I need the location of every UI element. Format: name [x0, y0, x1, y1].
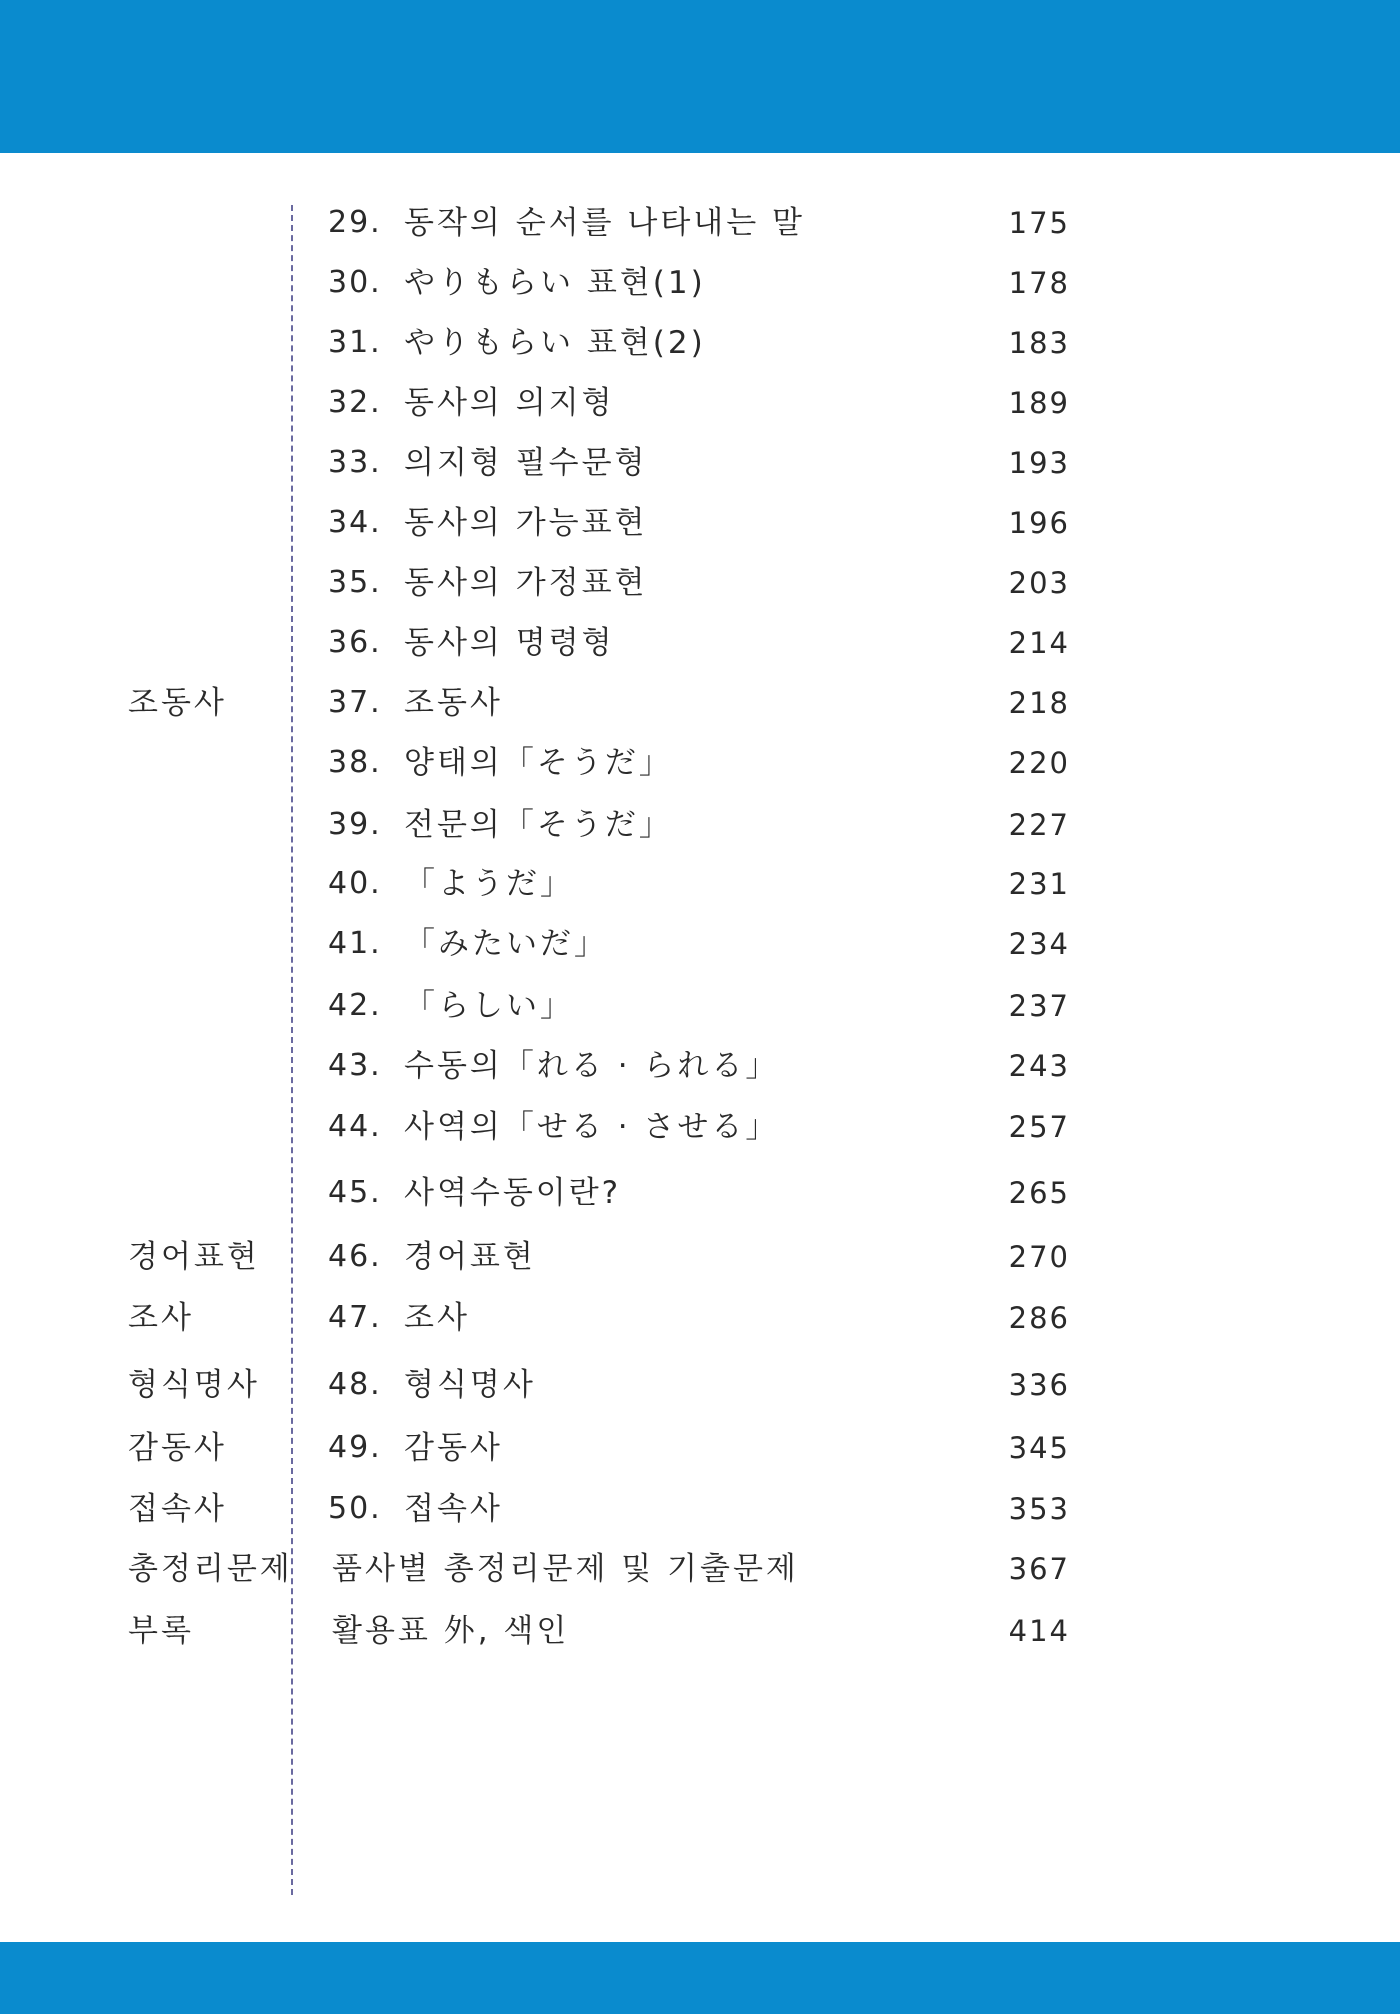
toc-row	[0, 914, 1400, 974]
toc-number: 41.	[328, 926, 382, 961]
toc-page: 345	[1008, 1431, 1070, 1465]
toc-page: 214	[1008, 626, 1070, 660]
toc-row	[0, 193, 1400, 253]
toc-number: 49.	[328, 1430, 382, 1465]
toc-page: 237	[1008, 989, 1070, 1023]
toc-row	[0, 313, 1400, 373]
toc-number: 47.	[328, 1300, 382, 1335]
toc-row	[0, 1418, 1400, 1478]
toc-page: 178	[1008, 266, 1070, 300]
toc-title: 「みたいだ」	[404, 926, 608, 962]
toc-number: 38.	[328, 745, 382, 780]
toc-category: 조동사	[128, 685, 227, 721]
toc-page: 286	[1008, 1301, 1070, 1335]
toc-title: 동사의 가능표현	[404, 505, 648, 541]
toc-number: 50.	[328, 1491, 382, 1526]
toc-title: 사역수동이란?	[404, 1175, 622, 1211]
toc-page: 265	[1008, 1176, 1070, 1210]
toc-title: 동사의 명령형	[404, 625, 615, 661]
toc-number: 30.	[328, 265, 382, 300]
toc-page: 353	[1008, 1492, 1070, 1526]
toc-number: 43.	[328, 1048, 382, 1083]
toc-number: 29.	[328, 205, 382, 240]
toc-page: 175	[1008, 206, 1070, 240]
toc-row	[0, 253, 1400, 313]
toc-page: 231	[1008, 867, 1070, 901]
toc-page: 336	[1008, 1368, 1070, 1402]
toc-title: 전문의「そうだ」	[404, 807, 673, 843]
toc-row	[0, 373, 1400, 433]
toc-title: 조동사	[404, 685, 503, 721]
toc-number: 42.	[328, 988, 382, 1023]
toc-title: 사역의「せる · させる」	[404, 1109, 780, 1145]
toc-number: 45.	[328, 1175, 382, 1210]
toc-title: 동사의 가정표현	[404, 565, 648, 601]
toc-row	[0, 1036, 1400, 1096]
toc-page: 183	[1008, 326, 1070, 360]
toc-number: 32.	[328, 385, 382, 420]
toc-number: 33.	[328, 445, 382, 480]
toc-page: 414	[1008, 1614, 1070, 1648]
toc-page: 218	[1008, 686, 1070, 720]
toc-category: 접속사	[128, 1491, 227, 1527]
toc-title: 조사	[404, 1300, 470, 1336]
toc-title: 품사별 총정리문제 및 기출문제	[332, 1551, 799, 1587]
bottom-footer-band	[0, 1942, 1400, 2014]
toc-row	[0, 1288, 1400, 1348]
toc-title: 동작의 순서를 나타내는 말	[404, 205, 805, 241]
toc-page: 367	[1008, 1552, 1070, 1586]
toc-category: 부록	[128, 1613, 194, 1649]
toc-page: 220	[1008, 746, 1070, 780]
toc-row	[0, 493, 1400, 553]
toc-page: 196	[1008, 506, 1070, 540]
toc-number: 37.	[328, 685, 382, 720]
toc-title: 의지형 필수문형	[404, 445, 648, 481]
toc-page: 203	[1008, 566, 1070, 600]
toc-row	[0, 613, 1400, 673]
toc-row	[0, 1163, 1400, 1223]
toc-page: 189	[1008, 386, 1070, 420]
toc-title: 동사의 의지형	[404, 385, 615, 421]
toc-number: 36.	[328, 625, 382, 660]
toc-title: 접속사	[404, 1491, 503, 1527]
toc-title: やりもらい 표현(2)	[404, 325, 706, 361]
toc-page: 227	[1008, 808, 1070, 842]
toc-row	[0, 1601, 1400, 1661]
toc-number: 48.	[328, 1367, 382, 1402]
toc-row	[0, 1355, 1400, 1415]
toc-number: 34.	[328, 505, 382, 540]
toc-row	[0, 733, 1400, 793]
toc-number: 31.	[328, 325, 382, 360]
toc-page: 234	[1008, 927, 1070, 961]
toc-row	[0, 795, 1400, 855]
toc-page: 257	[1008, 1110, 1070, 1144]
toc-row	[0, 553, 1400, 613]
toc-title: やりもらい 표현(1)	[404, 265, 706, 301]
toc-page: 243	[1008, 1049, 1070, 1083]
toc-title: 감동사	[404, 1430, 503, 1466]
toc-category: 형식명사	[128, 1367, 260, 1403]
toc-category: 감동사	[128, 1430, 227, 1466]
toc-number: 39.	[328, 807, 382, 842]
toc-row	[0, 1539, 1400, 1599]
toc-number: 35.	[328, 565, 382, 600]
toc-title: 활용표 外, 색인	[332, 1613, 570, 1649]
toc-title: 수동의「れる · られる」	[404, 1048, 780, 1084]
toc-title: 양태의「そうだ」	[404, 745, 673, 781]
toc-category: 경어표현	[128, 1239, 260, 1275]
toc-row	[0, 1097, 1400, 1157]
toc-row	[0, 1479, 1400, 1539]
toc-row	[0, 433, 1400, 493]
toc-title: 「らしい」	[404, 988, 574, 1024]
toc-row	[0, 1227, 1400, 1287]
toc-category: 조사	[128, 1300, 194, 1336]
toc-number: 46.	[328, 1239, 382, 1274]
toc-page: 270	[1008, 1240, 1070, 1274]
toc-category: 총정리문제	[128, 1551, 293, 1587]
toc-row	[0, 673, 1400, 733]
toc-title: 형식명사	[404, 1367, 536, 1403]
toc-row	[0, 854, 1400, 914]
toc-title: 「ようだ」	[404, 866, 574, 902]
toc-title: 경어표현	[404, 1239, 536, 1275]
toc-page: 193	[1008, 446, 1070, 480]
toc-number: 44.	[328, 1109, 382, 1144]
toc-row	[0, 976, 1400, 1036]
toc-number: 40.	[328, 866, 382, 901]
